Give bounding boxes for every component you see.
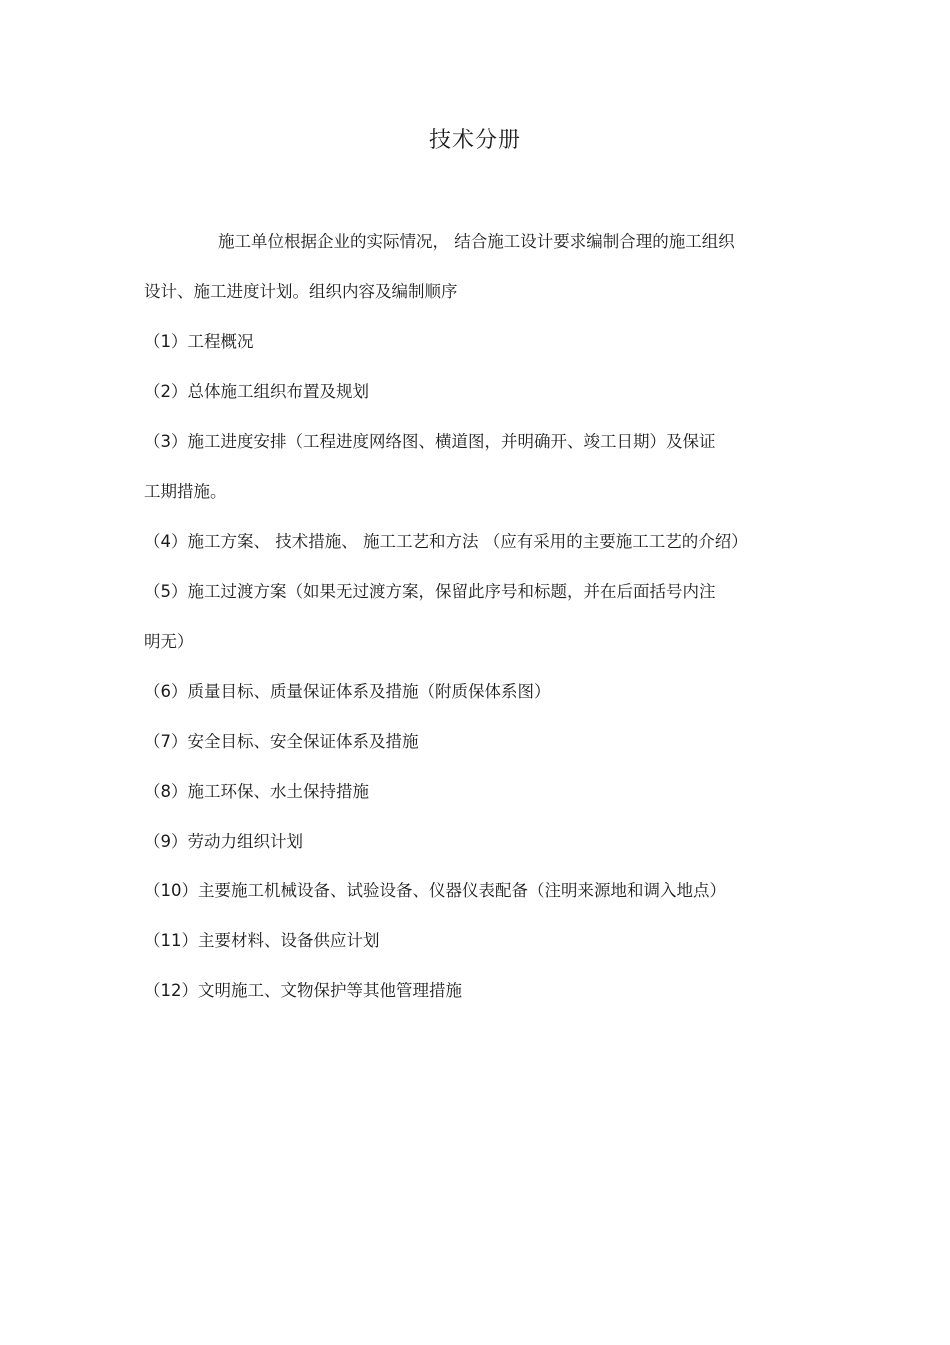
list-item: （6）质量目标、质量保证体系及措施（附质保体系图） — [144, 682, 551, 701]
intro-paragraph-line-2: 设计、施工进度计划。组织内容及编制顺序 — [144, 282, 458, 301]
list-item: （11）主要材料、设备供应计划 — [144, 931, 380, 950]
list-item: （2）总体施工组织布置及规划 — [144, 382, 369, 401]
list-item-continuation: 明无） — [144, 632, 194, 651]
list-item: （7）安全目标、安全保证体系及措施 — [144, 732, 419, 751]
list-item: （10）主要施工机械设备、试验设备、仪器仪表配备（注明来源地和调入地点） — [144, 881, 726, 900]
intro-paragraph-line-1: 施工单位根据企业的实际情况， 结合施工设计要求编制合理的施工组织 — [218, 232, 735, 251]
page-title: 技术分册 — [428, 128, 521, 153]
list-item: （4）施工方案、 技术措施、 施工工艺和方法 （应有采用的主要施工工艺的介绍） — [144, 532, 748, 551]
list-item-continuation: 工期措施。 — [144, 482, 227, 501]
list-item: （1）工程概况 — [144, 332, 254, 351]
list-item: （3）施工进度安排（工程进度网络图、横道图，并明确开、竣工日期）及保证 — [144, 432, 716, 451]
list-item: （5）施工过渡方案（如果无过渡方案，保留此序号和标题，并在后面括号内注 — [144, 582, 716, 601]
list-item: （9）劳动力组织计划 — [144, 832, 303, 851]
list-item: （12）文明施工、文物保护等其他管理措施 — [144, 981, 462, 1000]
list-item: （8）施工环保、水土保持措施 — [144, 782, 369, 801]
